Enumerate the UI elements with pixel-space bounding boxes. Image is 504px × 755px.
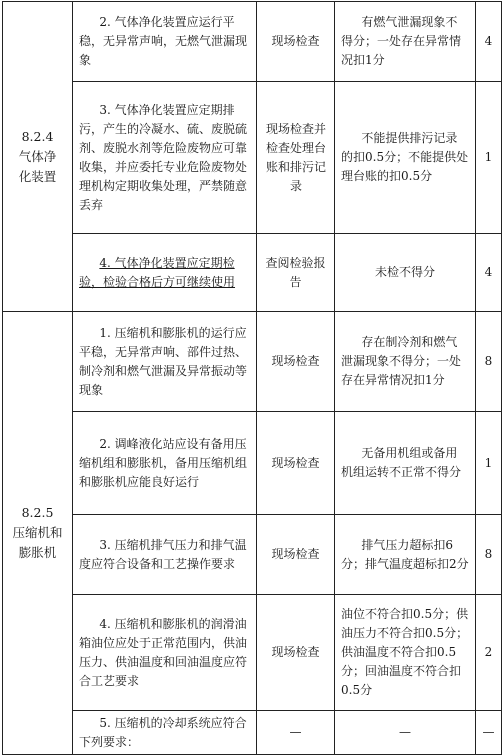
requirement-text: 4. 气体净化装置应定期检验，检验合格后方可继续使用 [79, 255, 236, 289]
table-row [3, 234, 502, 312]
score-cell [476, 234, 502, 312]
score-value: — [482, 725, 495, 739]
scoring-text: 存在制冷剂和燃气泄漏现象不得分；一处存在异常情况扣1分 [341, 335, 462, 387]
method-cell [257, 711, 335, 755]
requirement-cell [73, 2, 257, 82]
method-cell [257, 2, 335, 82]
score-value: 4 [484, 265, 493, 279]
method-text: 现场检查 [271, 354, 320, 368]
section-code: 8.2.4 [21, 128, 54, 144]
method-cell [257, 595, 335, 711]
requirement-cell [73, 515, 257, 595]
table-row [3, 82, 502, 234]
section-cell-8-2-4 [3, 2, 73, 312]
scoring-cell [335, 595, 476, 711]
requirement-cell [73, 312, 257, 412]
method-text: 现场检查 [271, 455, 320, 470]
section-name: 气体净化装置 [18, 148, 57, 184]
requirement-cell [73, 711, 257, 755]
score-cell [476, 711, 502, 755]
method-text: 现场检查 [271, 547, 320, 561]
table-row [3, 515, 502, 595]
requirement-cell [73, 234, 257, 312]
score-cell [476, 412, 502, 515]
requirement-text: 4. 压缩机和膨胀机的润滑油箱油位应处于正常范围内，供油压力、供油温度和回油温度应符合工艺要求 [79, 616, 248, 688]
score-cell [476, 312, 502, 412]
requirement-cell [73, 412, 257, 515]
method-cell [257, 312, 335, 412]
score-value: 4 [484, 34, 493, 48]
score-value: 8 [484, 547, 493, 561]
scoring-cell [335, 2, 476, 82]
method-cell [257, 412, 335, 515]
scoring-cell [335, 82, 476, 234]
requirement-cell [73, 82, 257, 234]
score-value: 2 [484, 645, 493, 659]
scoring-cell [335, 515, 476, 595]
requirement-cell [73, 595, 257, 711]
section-cell-8-2-5 [3, 312, 73, 755]
scoring-text: 无备用机组或备用机组运转不正常不得分 [341, 446, 462, 479]
scoring-text: 有燃气泄漏现象不得分；一处存在异常情况扣1分 [341, 15, 462, 67]
requirement-text: 3. 气体净化装置应定期排污，产生的冷凝水、硫、废脱硫剂、废脱水剂等危险废物应可靠收集，并应委托专业危险废物处理机构定期收集处理，严禁随意丢弃 [79, 102, 248, 212]
requirement-text: 2. 调峰液化站应设有备用压缩机组和膨胀机，备用压缩机组和膨胀机应能良好运行 [79, 436, 248, 489]
table-row [3, 412, 502, 515]
section-code: 8.2.5 [21, 505, 54, 520]
score-value: 1 [484, 150, 493, 164]
scoring-text: 油位不符合扣0.5分；供油压力不符合扣0.5分；供油温度不符合扣0.5分；回油温度不符合扣0.5分 [341, 607, 469, 697]
score-cell [476, 2, 502, 82]
section-name: 压缩机和膨胀机 [12, 525, 63, 560]
inspection-table [2, 1, 502, 755]
method-cell [257, 515, 335, 595]
method-text: 现场检查并检查处理台账和排污记录 [265, 121, 326, 193]
table-row [3, 2, 502, 82]
requirement-text: 2. 气体净化装置应运行平稳，无异常声响，无燃气泄漏现象 [79, 15, 248, 67]
requirement-text: 1. 压缩机和膨胀机的运行应平稳，无异常声响、部件过热、制冷剂和燃气泄漏及异常振动等现象 [79, 325, 248, 397]
method-text: 查阅检验报告 [265, 255, 326, 289]
method-cell [257, 234, 335, 312]
requirement-text: 5. 压缩机的冷却系统应符合下列要求： [79, 715, 247, 749]
score-value: 8 [484, 354, 493, 368]
scoring-text: 未检不得分 [374, 265, 435, 279]
score-cell [476, 595, 502, 711]
scoring-cell [335, 711, 476, 755]
method-text: — [289, 725, 302, 739]
requirement-text: 3. 压缩机排气压力和排气温度应符合设备和工艺操作要求 [79, 537, 247, 571]
score-cell [476, 515, 502, 595]
score-cell [476, 82, 502, 234]
table-row [3, 711, 502, 755]
method-text: 现场检查 [271, 34, 320, 48]
scoring-cell [335, 412, 476, 515]
scoring-text: 不能提供排污记录的扣0.5分；不能提供处理台账的扣0.5分 [341, 131, 469, 183]
scoring-text: — [399, 725, 411, 739]
method-cell [257, 82, 335, 234]
table-row [3, 595, 502, 711]
table-row [3, 312, 502, 412]
scoring-cell [335, 312, 476, 412]
score-value: 1 [484, 455, 493, 470]
method-text: 现场检查 [271, 645, 320, 659]
scoring-cell [335, 234, 476, 312]
scoring-text: 排气压力超标扣6分；排气温度超标扣2分 [341, 537, 469, 571]
